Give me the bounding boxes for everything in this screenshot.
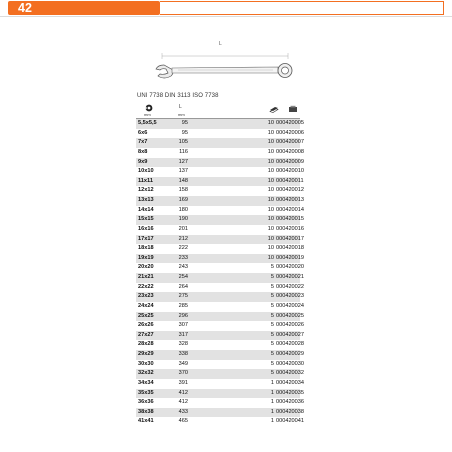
code-cell: 000420028 — [276, 341, 304, 348]
code-cell: 000420023 — [276, 293, 304, 300]
length-cell: 95 — [181, 120, 188, 126]
pack-cell: 5 — [270, 322, 274, 329]
length-cell: 391 — [178, 379, 188, 386]
table-row — [136, 340, 304, 350]
table-header — [136, 104, 300, 118]
code-cell: 000420014 — [276, 206, 304, 213]
length-cell: 233 — [178, 254, 188, 261]
table-row — [136, 273, 304, 283]
table-row — [136, 215, 304, 225]
size-cell: 5,5x5,5 — [138, 120, 157, 126]
code-cell: 000420010 — [276, 168, 304, 175]
table-row — [136, 292, 304, 302]
length-cell: 137 — [178, 168, 188, 175]
length-cell: 349 — [178, 360, 188, 367]
size-cell: 41x41 — [138, 418, 154, 425]
size-cell: 26x26 — [138, 322, 154, 329]
length-cell: 317 — [178, 331, 188, 338]
code-cell: 000420012 — [276, 187, 304, 194]
length-cell: 212 — [178, 235, 188, 242]
length-cell: 190 — [178, 216, 188, 223]
table-row — [136, 350, 304, 360]
length-dimension-label: L — [219, 41, 222, 47]
pack-cell: 5 — [270, 331, 274, 338]
header-rule — [0, 16, 452, 17]
size-cell: 8x8 — [138, 148, 148, 155]
length-cell: 296 — [178, 312, 188, 319]
pack-cell: 10 — [267, 168, 274, 175]
pack-cell: 5 — [270, 341, 274, 348]
code-cell: 000420006 — [276, 129, 304, 136]
code-cell: 000420009 — [276, 158, 304, 165]
length-cell: 412 — [178, 399, 188, 406]
table-row — [136, 369, 304, 379]
pack-cell: 10 — [267, 245, 274, 252]
table-row — [136, 321, 304, 331]
length-cell: 465 — [178, 418, 188, 425]
length-cell: 201 — [178, 225, 188, 232]
pack-cell: 10 — [267, 120, 274, 126]
size-cell: 28x28 — [138, 341, 154, 348]
pack-cell: 5 — [270, 264, 274, 271]
size-cell: 13x13 — [138, 197, 154, 203]
pack-cell: 10 — [267, 148, 274, 155]
length-cell: 158 — [178, 187, 188, 194]
size-cell: 30x30 — [138, 360, 154, 367]
size-cell: 9x9 — [138, 158, 148, 165]
code-cell: 000420015 — [276, 216, 304, 223]
length-cell: 370 — [178, 370, 188, 377]
code-cell: 000420024 — [276, 302, 304, 309]
size-cell: 35x35 — [138, 389, 154, 396]
code-cell: 000420011 — [276, 177, 304, 184]
size-cell: 36x36 — [138, 399, 154, 406]
size-cell: 22x22 — [138, 283, 154, 290]
table-row — [136, 360, 304, 370]
size-cell: 18x18 — [138, 245, 154, 252]
table-row — [136, 244, 304, 254]
size-cell: 20x20 — [138, 264, 154, 271]
section-title-box — [160, 1, 444, 15]
code-cell: 000420035 — [276, 389, 304, 396]
table-row — [136, 312, 304, 322]
table-row — [136, 158, 304, 168]
table-row — [136, 206, 304, 216]
code-cell: 000420017 — [276, 235, 304, 242]
table-row — [136, 254, 304, 264]
size-cell: 6x6 — [138, 129, 148, 136]
length-cell: 307 — [178, 322, 188, 329]
size-cell: 27x27 — [138, 331, 154, 338]
length-cell: 127 — [178, 158, 188, 165]
size-cell: 34x34 — [138, 379, 154, 386]
size-cell: 17x17 — [138, 235, 154, 242]
wrench-size-icon — [143, 104, 155, 112]
table-row — [136, 118, 304, 129]
table-row — [136, 225, 304, 235]
table-row — [136, 167, 304, 177]
pack-cell: 5 — [270, 293, 274, 300]
length-cell: 148 — [178, 177, 188, 184]
size-cell: 14x14 — [138, 206, 154, 213]
pack-cell: 10 — [267, 225, 274, 232]
pack-cell: 5 — [270, 283, 274, 290]
pack-cell: 10 — [267, 158, 274, 165]
code-cell: 000420032 — [276, 370, 304, 377]
size-cell: 32x32 — [138, 370, 154, 377]
length-unit: mm — [178, 112, 185, 117]
code-cell: 000420005 — [276, 120, 304, 126]
pack-cell: 5 — [270, 302, 274, 309]
code-cell: 000420034 — [276, 379, 304, 386]
code-cell: 000420013 — [276, 197, 304, 203]
size-cell: 10x10 — [138, 168, 154, 175]
code-cell: 000420036 — [276, 399, 304, 406]
table-row — [136, 196, 304, 206]
pack-cell: 10 — [267, 139, 274, 146]
code-cell: 000420030 — [276, 360, 304, 367]
code-cell: 000420021 — [276, 274, 304, 280]
pack-cell: 10 — [267, 197, 274, 203]
length-cell: 180 — [178, 206, 188, 213]
pack-cell: 1 — [270, 408, 274, 415]
length-cell: 243 — [178, 264, 188, 271]
length-cell: 116 — [179, 148, 188, 155]
size-cell: 25x25 — [138, 312, 154, 319]
pack-cell: 10 — [267, 235, 274, 242]
pack-cell: 5 — [270, 351, 274, 357]
size-cell: 21x21 — [138, 274, 154, 280]
length-cell: 433 — [178, 408, 188, 415]
length-cell: 254 — [178, 274, 188, 280]
catalog-header — [0, 0, 452, 16]
pack-cell: 10 — [267, 216, 274, 223]
pack-cell: 10 — [267, 187, 274, 194]
code-cell: 000420016 — [276, 225, 304, 232]
size-cell: 24x24 — [138, 302, 154, 309]
code-cell: 000420025 — [276, 312, 304, 319]
size-cell: 23x23 — [138, 293, 154, 300]
pack-cell: 10 — [267, 206, 274, 213]
pack-cell: 1 — [270, 379, 274, 386]
code-cell: 000420008 — [276, 148, 304, 155]
pack-cell: 1 — [270, 389, 274, 396]
section-number: 42 — [18, 1, 32, 15]
size-cell: 15x15 — [138, 216, 154, 223]
pack-quantity-icon — [269, 105, 279, 113]
article-code-icon — [288, 105, 298, 113]
pack-cell: 1 — [270, 418, 274, 425]
length-cell: 95 — [181, 129, 188, 136]
size-cell: 38x38 — [138, 408, 154, 415]
length-cell: 275 — [178, 293, 188, 300]
length-cell: 328 — [178, 341, 188, 348]
specification-table — [136, 104, 304, 427]
code-cell: 000420020 — [276, 264, 304, 271]
table-row — [136, 263, 304, 273]
length-cell: 222 — [178, 245, 188, 252]
length-cell: 412 — [178, 389, 188, 396]
size-cell: 12x12 — [138, 187, 154, 194]
standards-line: UNI 7738 DIN 3113 ISO 7738 — [137, 93, 219, 99]
code-cell: 000420041 — [276, 418, 304, 425]
size-cell: 11x11 — [138, 177, 153, 184]
table-row — [136, 379, 304, 389]
code-cell: 000420018 — [276, 245, 304, 252]
table-row — [136, 129, 304, 139]
size-cell: 29x29 — [138, 351, 154, 357]
length-column-label: L — [179, 104, 182, 110]
table-row — [136, 148, 304, 158]
table-row — [136, 177, 304, 187]
size-cell: 16x16 — [138, 225, 154, 232]
table-row — [136, 138, 304, 148]
code-cell: 000420029 — [276, 351, 304, 357]
pack-cell: 1 — [270, 399, 274, 406]
pack-cell: 5 — [270, 274, 274, 280]
table-row — [136, 283, 304, 293]
table-row — [136, 398, 304, 408]
size-cell: 7x7 — [138, 139, 148, 146]
length-cell: 285 — [178, 302, 188, 309]
table-row — [136, 331, 304, 341]
table-body — [136, 118, 304, 427]
combination-wrench-drawing — [148, 40, 308, 80]
code-cell: 000420038 — [276, 408, 304, 415]
table-row — [136, 389, 304, 399]
table-row — [136, 302, 304, 312]
size-cell: 19x19 — [138, 254, 154, 261]
length-cell: 338 — [178, 351, 188, 357]
pack-cell: 5 — [270, 370, 274, 377]
code-cell: 000420007 — [276, 139, 304, 146]
table-row — [136, 417, 304, 427]
length-cell: 264 — [178, 283, 188, 290]
pack-cell: 5 — [270, 360, 274, 367]
length-cell: 105 — [178, 139, 188, 146]
code-cell: 000420019 — [276, 254, 304, 261]
table-row — [136, 186, 304, 196]
pack-cell: 10 — [267, 129, 274, 136]
code-cell: 000420027 — [276, 331, 304, 338]
table-row — [136, 235, 304, 245]
table-row — [136, 408, 304, 418]
code-cell: 000420022 — [276, 283, 304, 290]
code-cell: 000420026 — [276, 322, 304, 329]
section-number-tab — [8, 1, 160, 15]
pack-cell: 10 — [267, 254, 274, 261]
pack-cell: 10 — [267, 177, 274, 184]
length-cell: 169 — [178, 197, 188, 203]
size-unit: mm — [144, 112, 151, 117]
pack-cell: 5 — [270, 312, 274, 319]
